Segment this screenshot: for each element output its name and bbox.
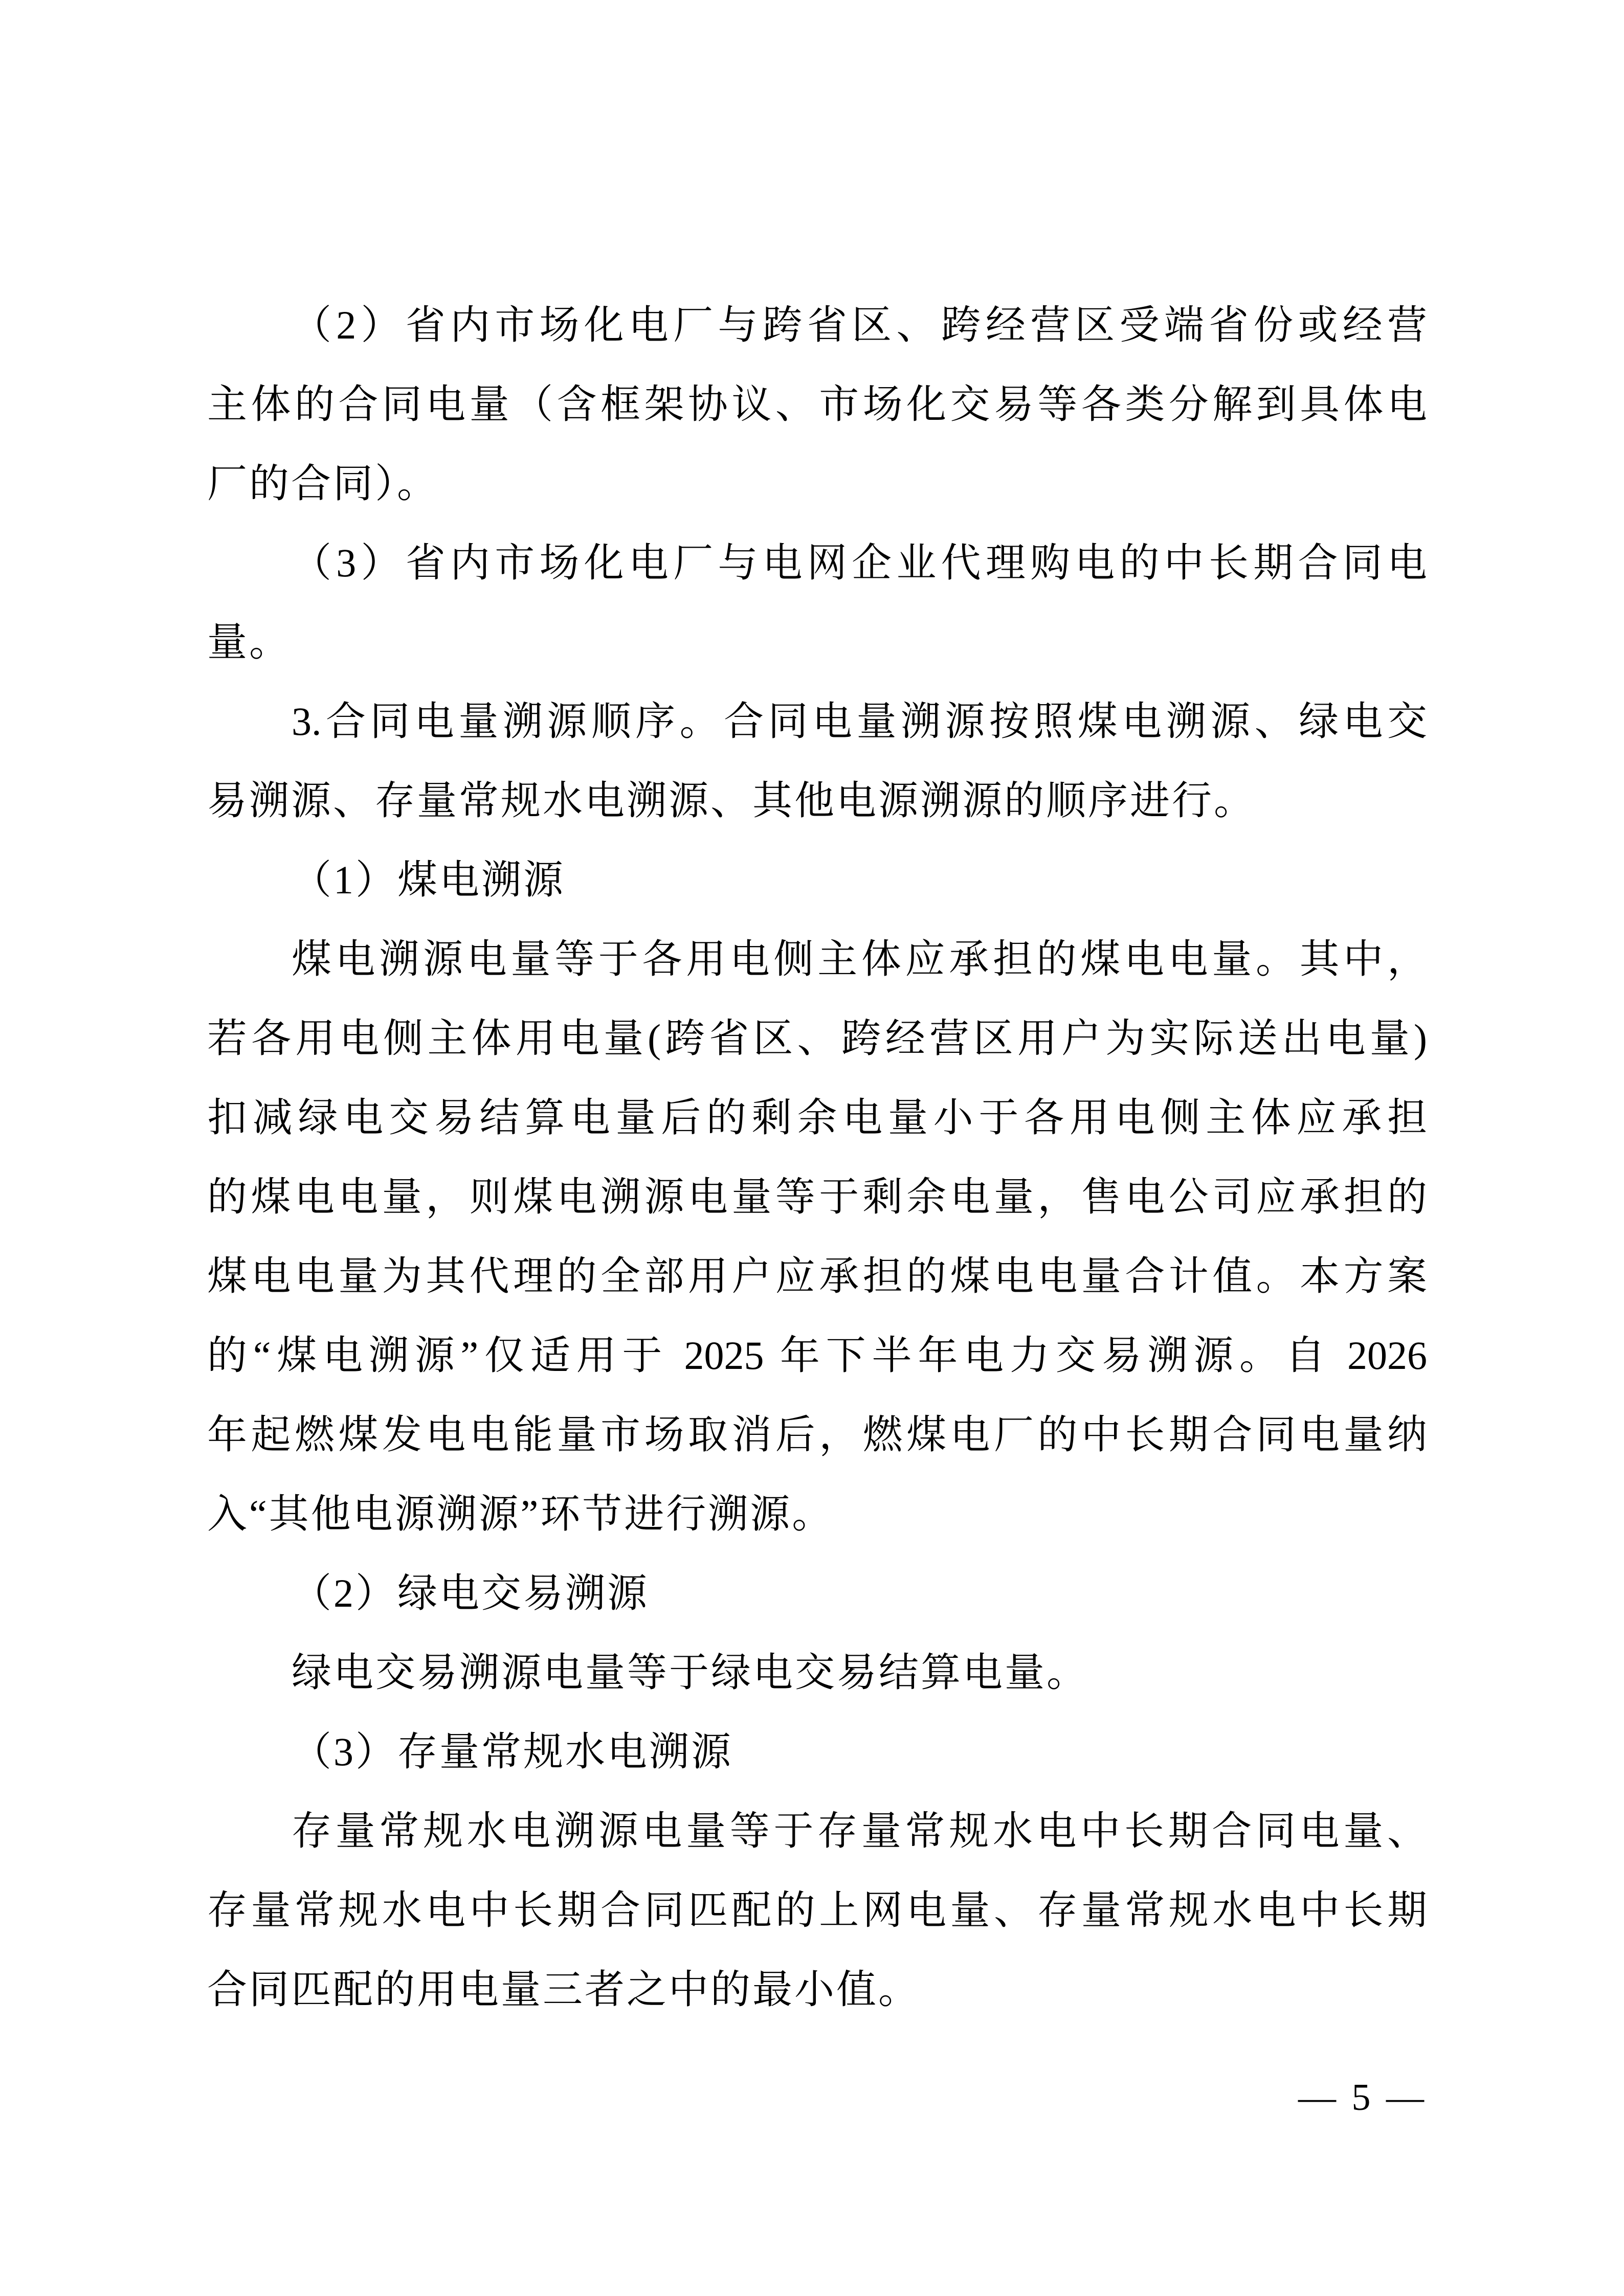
text-line: 量。 bbox=[207, 620, 292, 664]
text-line: 易溯源、存量常规水电溯源、其他电源溯源的顺序进行。 bbox=[207, 778, 1256, 823]
text-line: 年起燃煤发电电能量市场取消后，燃煤电厂的中长期合同电量纳 bbox=[207, 1412, 1427, 1457]
text-line: （1）煤电溯源 bbox=[292, 858, 566, 902]
text-line: （3）省内市场化电厂与电网企业代理购电的中长期合同电 bbox=[292, 541, 1427, 585]
text-line: 主体的合同电量（含框架协议、市场化交易等各类分解到具体电 bbox=[207, 382, 1427, 426]
document-body bbox=[207, 285, 1427, 2029]
text-line: 存量常规水电溯源电量等于存量常规水电中长期合同电量、 bbox=[292, 1809, 1427, 1853]
text-line: （2）省内市场化电厂与跨省区、跨经营区受端省份或经营 bbox=[292, 303, 1427, 347]
text-line: 入“其他电源溯源”环节进行溯源。 bbox=[207, 1492, 834, 1536]
text-line: 煤电电量为其代理的全部用户应承担的煤电电量合计值。本方案 bbox=[207, 1254, 1427, 1298]
text-line: 3.合同电量溯源顺序。合同电量溯源按照煤电溯源、绿电交 bbox=[292, 699, 1427, 744]
text-line: 的“煤电溯源”仅适用于 2025 年下半年电力交易溯源。自 2026 bbox=[207, 1333, 1427, 1378]
text-line: 若各用电侧主体用电量(跨省区、跨经营区用户为实际送出电量) bbox=[207, 1016, 1427, 1061]
text-line: 扣减绿电交易结算电量后的剩余电量小于各用电侧主体应承担 bbox=[207, 1095, 1427, 1140]
text-line: 绿电交易溯源电量等于绿电交易结算电量。 bbox=[292, 1650, 1089, 1695]
page-number: — 5 — bbox=[1298, 2077, 1427, 2119]
text-line: 存量常规水电中长期合同匹配的上网电量、存量常规水电中长期 bbox=[207, 1888, 1427, 1932]
text-line: 的煤电电量，则煤电溯源电量等于剩余电量，售电公司应承担的 bbox=[207, 1175, 1427, 1219]
text-line: （3）存量常规水电溯源 bbox=[292, 1729, 733, 1774]
text-line: 合同匹配的用电量三者之中的最小值。 bbox=[207, 1967, 921, 2012]
text-line: 厂的合同）。 bbox=[207, 461, 439, 506]
text-line: （2）绿电交易溯源 bbox=[292, 1571, 650, 1615]
text-line: 煤电溯源电量等于各用电侧主体应承担的煤电电量。其中， bbox=[292, 937, 1427, 981]
